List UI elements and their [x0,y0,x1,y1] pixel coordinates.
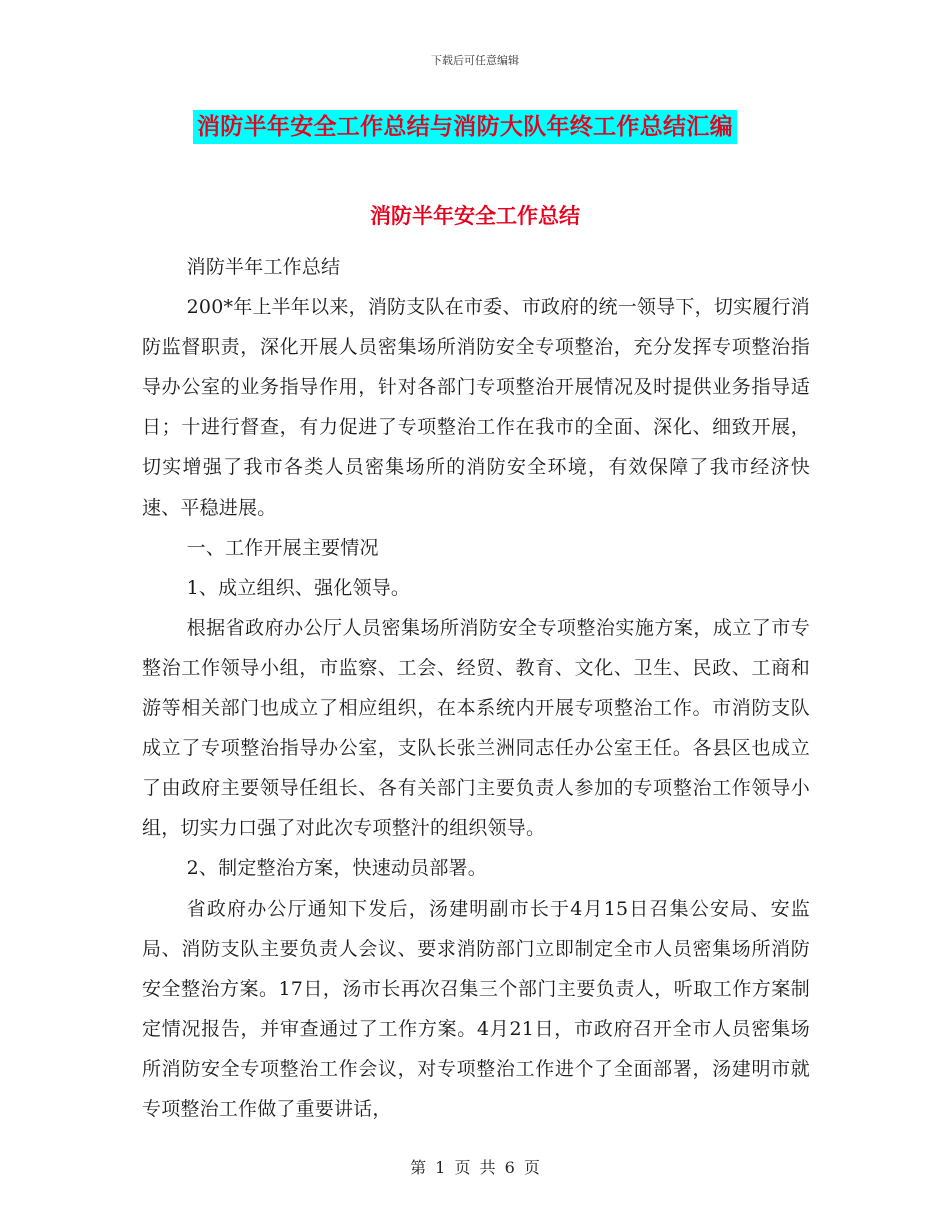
subsection-heading: 1、成立组织、强化领导。 [186,576,411,599]
page-header: 下载后可任意编辑 [431,54,519,67]
body-paragraph: 200*年上半年以来，消防支队在市委、市政府的统一领导下，切实履行消防监督职责，深化开展人员密集场所消防安全专项整治，充分发挥专项整治指导办公室的业务指导作用，针对各部门专项整治开展情况及时提供业务指导适日；十进行督查，有力促进了专项整治工作在我市的全面、深化、细致开展，切实增强了我市各类人员密集场所的消防安全环境，有效保障了我市经济快速、平稳进展。 [142,296,810,519]
document-section-title: 消防半年安全工作总结 [370,204,580,228]
document-body [142,247,810,1129]
document-main-title: 消防半年安全工作总结与消防大队年终工作总结汇编 [193,110,737,144]
subsection-heading: 2、制定整治方案，快速动员部署。 [186,857,487,880]
body-paragraph: 根据省政府办公厅人员密集场所消防安全专项整治实施方案，成立了市专整治工作领导小组，市监察、工会、经贸、教育、文化、卫生、民政、工商和游等相关部门也成立了相应组织，在本系统内开展专项整治工作。市消防支队成立了专项整治指导办公室，支队长张兰洲同志任办公室王任。各县区也成立了由政府主要领导任组长、各有关部门主要负责人参加的专项整治工作领导小组，切实力口强了对此次专项整汁的组织领导。 [142,616,810,840]
body-paragraph: 省政府办公厅通知下发后，汤建明副市长于4月15日召集公安局、安监局、消防支队主要负责人会议、要求消防部门立即制定全市人员密集场所消防安全整治方案。17日，汤市长再次召集三个部门主要负责人，听取工作方案制定情况报告，并审查通过了工作方案。4月21日，市政府召开全市人员密集场所消防安全专项整治工作会议，对专项整治工作进个了全面部署，汤建明市就专项整治工作做了重要讲话， [142,897,810,1120]
body-paragraph: 消防半年工作总结 [186,256,341,278]
section-heading: 一、工作开展主要情况 [186,536,379,559]
page-number-footer: 第 1 页 共 6 页 [410,1158,540,1177]
